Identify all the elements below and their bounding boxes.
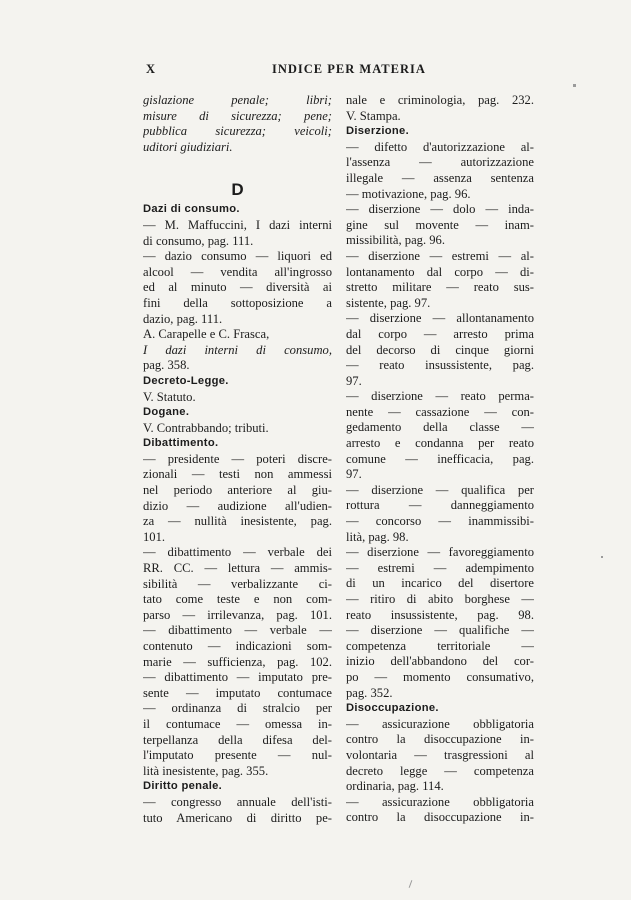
right-column-line: nente — cassazione — con- bbox=[346, 404, 534, 419]
left-column-heading: Dazi di consumo. bbox=[143, 203, 240, 216]
right-column-line: del decorso di cinque giorni bbox=[346, 342, 534, 357]
right-column-line: comune — inefficacia, pag. bbox=[346, 451, 534, 466]
right-column bbox=[346, 93, 534, 826]
left-column-line: V. Statuto. bbox=[143, 389, 196, 404]
left-column-heading: Dibattimento. bbox=[143, 437, 219, 450]
left-column-heading: Dogane. bbox=[143, 406, 190, 419]
left-column bbox=[143, 93, 332, 826]
left-column-line: lità inesistente, pag. 355. bbox=[143, 763, 269, 778]
right-column-line: — diserzione — qualifiche — bbox=[346, 623, 534, 638]
page-number: X bbox=[146, 62, 157, 76]
left-column-line: — ordinanza di stralcio per bbox=[143, 701, 332, 716]
left-column-line: ed al minuto — diversità ai bbox=[143, 280, 332, 295]
right-column-heading: Disoccupazione. bbox=[346, 702, 439, 715]
right-column-line: reato insussistente, pag. 98. bbox=[346, 607, 534, 622]
right-column-line: arresto e condanna per reato bbox=[346, 436, 534, 451]
left-column-line: RR. CC. — lettura — ammis- bbox=[143, 561, 332, 576]
left-column-line: — M. Maffuccini, I dazi interni bbox=[143, 217, 332, 232]
left-column-line: — presidente — poteri discre- bbox=[143, 451, 332, 466]
left-column-line: tuto Americano di diritto pe- bbox=[143, 810, 332, 825]
right-column-line: rottura — danneggiamento bbox=[346, 498, 534, 513]
right-column-line: — assicurazione obbligatoria bbox=[346, 794, 534, 809]
left-column-line: marie — sufficienza, pag. 102. bbox=[143, 654, 332, 669]
left-column-line: dazio, pag. 111. bbox=[143, 311, 223, 326]
right-column-line: 97. bbox=[346, 467, 362, 482]
section-letter: D bbox=[231, 180, 244, 200]
right-column-line: po — momento consumativo, bbox=[346, 669, 534, 684]
right-column-line: 97. bbox=[346, 373, 362, 388]
left-column-line: I dazi interni di consumo, bbox=[143, 342, 332, 357]
right-column-line: competenza territoriale — bbox=[346, 638, 534, 653]
right-column-line: — ritiro di abito borghese — bbox=[346, 592, 534, 606]
left-column-line: sibilità — verbalizzante ci- bbox=[143, 576, 332, 591]
right-column-line: — diserzione — reato perma- bbox=[346, 389, 534, 404]
left-column-line: contenuto — indicazioni som- bbox=[143, 639, 332, 653]
left-column-line: — dibattimento — verbale dei bbox=[143, 545, 332, 560]
left-column-line: il contumace — omessa in- bbox=[143, 716, 332, 731]
left-column-line: l'imputato presente — nul- bbox=[143, 748, 332, 763]
left-column-heading: Decreto-Legge. bbox=[143, 374, 229, 387]
right-column-line: — concorso — inammissibi- bbox=[346, 514, 534, 529]
right-column-line: stretto militare — reato sus- bbox=[346, 280, 534, 295]
right-column-line: — motivazione, pag. 96. bbox=[346, 186, 471, 201]
scan-speck bbox=[409, 880, 413, 888]
left-column-line: zionali — testi non ammessi bbox=[143, 467, 332, 482]
right-column-line: lità, pag. 98. bbox=[346, 529, 409, 544]
left-column-line: pag. 358. bbox=[143, 358, 190, 373]
scan-speck bbox=[601, 556, 603, 558]
right-column-line: di un incarico del disertore bbox=[346, 576, 534, 591]
left-column-line: — congresso annuale dell'isti- bbox=[143, 794, 332, 809]
right-column-line: gedamento della classe — bbox=[346, 420, 534, 435]
left-column-heading: Diritto penale. bbox=[143, 780, 223, 793]
right-column-line: contro la disoccupazione in- bbox=[346, 810, 534, 825]
right-column-line: — diserzione — estremi — al- bbox=[346, 248, 534, 263]
right-column-line: dal corpo — arresto prima bbox=[346, 326, 534, 341]
scan-speck bbox=[573, 84, 576, 87]
left-column-line: za — nullità inesistente, pag. bbox=[143, 514, 332, 529]
right-column-line: lontanamento dal corpo — di- bbox=[346, 264, 534, 279]
right-column-line: missibilità, pag. 96. bbox=[346, 233, 445, 248]
right-column-line: — reato insussistente, pag. bbox=[346, 358, 534, 373]
right-column-line: gine sul movente — inam- bbox=[346, 217, 534, 232]
running-title: INDICE PER MATERIA bbox=[272, 62, 426, 76]
page-header bbox=[146, 62, 534, 80]
right-column-line: — diserzione — dolo — inda- bbox=[346, 202, 534, 217]
right-column-line: ordinaria, pag. 114. bbox=[346, 779, 444, 794]
right-column-line: l'assenza — autorizzazione bbox=[346, 155, 534, 170]
left-column-line: 101. bbox=[143, 529, 166, 544]
right-column-line: — diserzione — qualifica per bbox=[346, 482, 534, 497]
right-column-line: V. Stampa. bbox=[346, 108, 401, 123]
left-column-line: alcool — vendita all'ingrosso bbox=[143, 264, 332, 279]
left-column-line: parso — irrilevanza, pag. 101. bbox=[143, 607, 332, 622]
left-column-line: — dazio consumo — liquori ed bbox=[143, 249, 332, 264]
left-column-line: pubblica sicurezza; veicoli; bbox=[143, 124, 332, 139]
right-column-line: — estremi — adempimento bbox=[346, 560, 534, 575]
left-column-line: terpellanza della difesa del- bbox=[143, 732, 332, 747]
left-column-line: — dibattimento — imputato pre- bbox=[143, 670, 332, 685]
left-column-line: fini della sottoposizione a bbox=[143, 295, 332, 310]
spacer bbox=[143, 155, 332, 168]
right-column-line: pag. 352. bbox=[346, 685, 393, 700]
left-column-line: tato come teste e non com- bbox=[143, 592, 332, 607]
right-column-line: contro la disoccupazione in- bbox=[346, 732, 534, 747]
right-column-heading: Diserzione. bbox=[346, 125, 409, 138]
right-column-line: — assicurazione obbligatoria bbox=[346, 716, 534, 731]
left-column-line: sente — imputato contumace bbox=[143, 685, 332, 700]
left-column-line: uditori giudiziari. bbox=[143, 139, 233, 154]
right-column-line: decreto legge — competenza bbox=[346, 763, 534, 778]
right-column-line: nale e criminologia, pag. 232. bbox=[346, 93, 534, 107]
left-column-line: misure di sicurezza; pene; bbox=[143, 108, 332, 123]
right-column-line: volontaria — trasgressioni al bbox=[346, 747, 534, 762]
right-column-line: — diserzione — allontanamento bbox=[346, 311, 534, 326]
left-column-line: gislazione penale; libri; bbox=[143, 93, 332, 107]
right-column-line: illegale — assenza sentenza bbox=[346, 170, 534, 185]
right-column-line: sistente, pag. 97. bbox=[346, 295, 431, 310]
right-column-line: inizio dell'abbandono del cor- bbox=[346, 654, 534, 669]
left-column-line: di consumo, pag. 111. bbox=[143, 233, 254, 248]
left-column-line: nel periodo anteriore al giu- bbox=[143, 483, 332, 498]
right-column-line: — diserzione — favoreggiamento bbox=[346, 545, 534, 560]
left-column-line: A. Carapelle e C. Frasca, bbox=[143, 327, 270, 342]
right-column-line: — difetto d'autorizzazione al- bbox=[346, 139, 534, 154]
left-column-line: dizio — audizione all'udien- bbox=[143, 498, 332, 513]
left-column-line: V. Contrabbando; tributi. bbox=[143, 420, 269, 435]
left-column-line: — dibattimento — verbale — bbox=[143, 623, 332, 638]
